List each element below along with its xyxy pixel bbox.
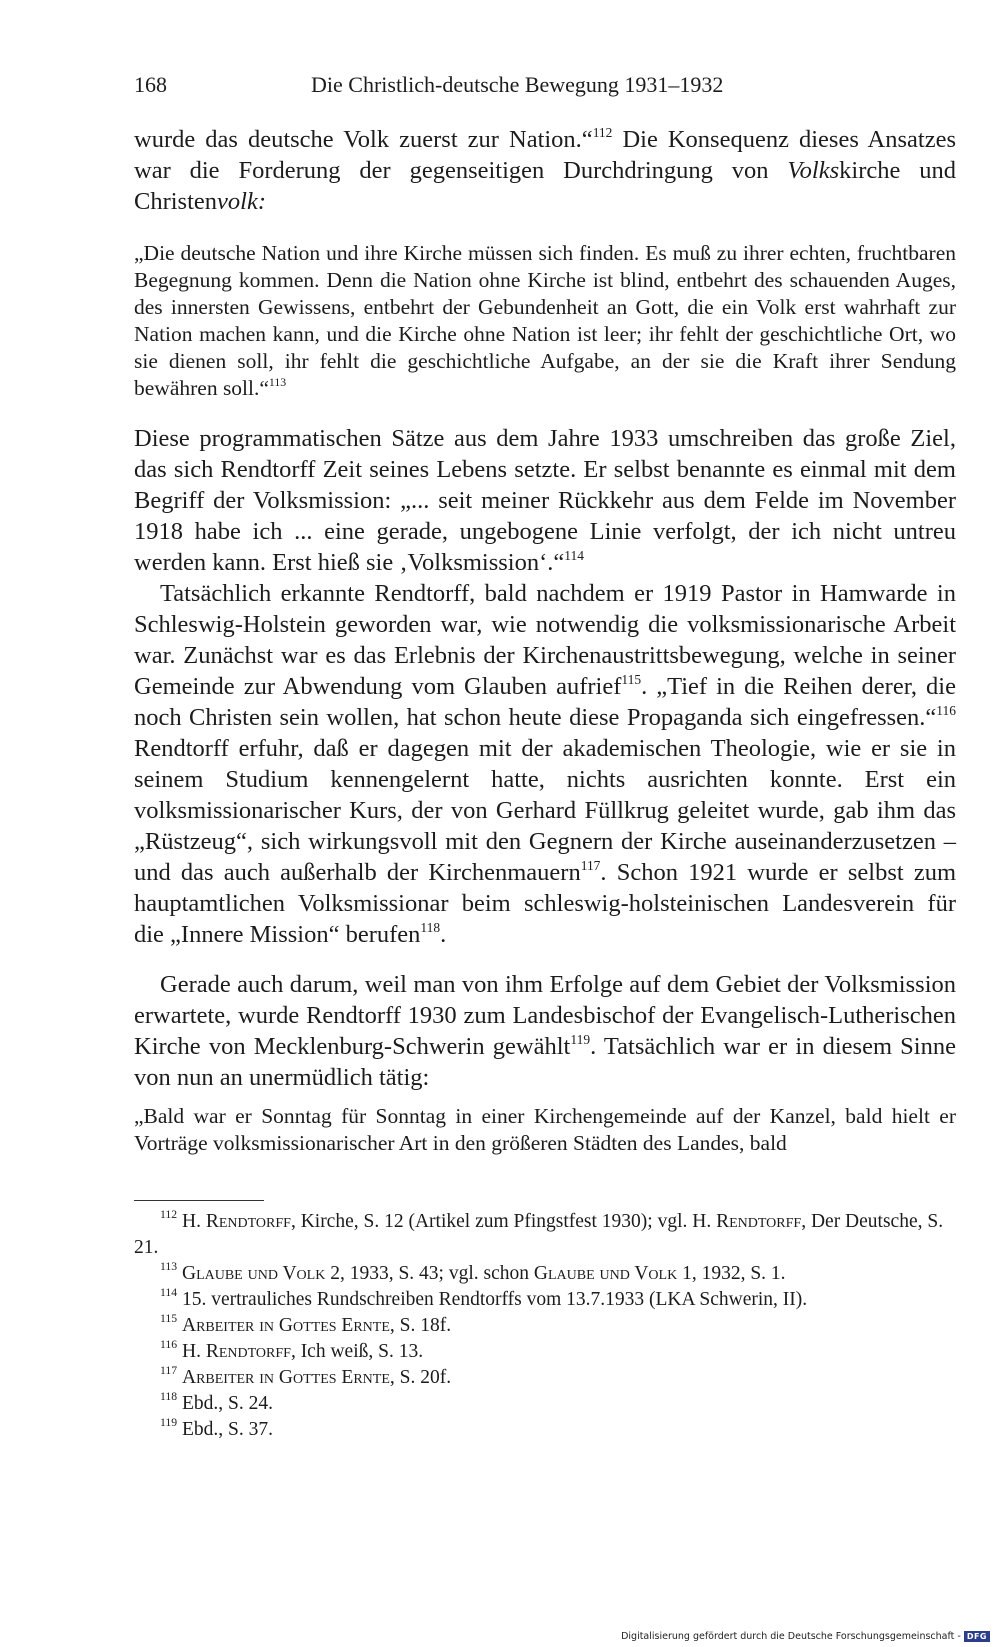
- paragraph-text: Rendtorff erfuhr, daß er dagegen mit der akademischen Theologie, wie er sie in seinem Studium kennengelernt hatte, nichts ausrichten konnte. Erst ein volksmissionarischer Kurs, der von Gerhard Füllkrug geleitet wurde, gab ihm das „Rüstzeug“, sich wirkungsvoll mit den Gegnern der Kirche auseinanderzusetzen – und das auch außerhalb der Kirchenmauern: [134, 735, 956, 886]
- footnote-number: 118: [160, 1390, 178, 1404]
- footnote-112: [134, 1209, 956, 1261]
- footnote-116: [134, 1339, 956, 1365]
- source-title: Arbeiter in Gottes Ernte: [181, 1367, 390, 1388]
- paragraph-text: Diese programmatischen Sätze aus dem Jahre 1933 umschreiben das große Ziel, das sich Rendtorff Zeit seines Lebens setzte. Er selbst benannte es einmal mit dem Begriff der Volksmission: „... seit meiner Rückkehr aus dem Felde im November 1918 habe ich ... eine gerade, ungebogene Linie verfolgt, der ich nicht untreu werden kann. Erst hieß sie ‚Volksmission‘.“: [134, 425, 956, 576]
- dfg-logo-icon: DFG: [964, 1631, 990, 1642]
- footnote-ref[interactable]: 116: [936, 702, 956, 718]
- author-name: Rendtorff: [205, 1341, 291, 1362]
- footnote-number: 114: [160, 1286, 178, 1300]
- paragraph-text: .: [440, 921, 447, 948]
- footnote-119: [134, 1417, 956, 1443]
- page-number: 168: [134, 72, 167, 97]
- footnote-text: Ebd., S. 37.: [181, 1419, 273, 1440]
- footnote-text: 1, 1932, S. 1.: [677, 1263, 786, 1284]
- footnote-118: [134, 1391, 956, 1417]
- footnote-text: H.: [181, 1211, 206, 1232]
- paragraph-text: Gerade auch darum, weil man von ihm Erfolge auf dem Gebiet der Volksmission erwartete, wurde Rendtorff 1930 zum Landesbischof der Evangelisch-Lutherischen Kirche von Mecklenburg-Schwerin gewählt: [134, 971, 956, 1060]
- footnote-ref[interactable]: 119: [570, 1031, 591, 1047]
- paragraph-text: . Tatsächlich war er in diesem Sinne von nun an unermüdlich tätig:: [134, 1033, 956, 1091]
- footnote-text: 15. vertrauliches Rundschreiben Rendtorffs vom 13.7.1933 (LKA Schwerin, II).: [181, 1289, 808, 1310]
- footnote-ref[interactable]: 114: [564, 547, 584, 563]
- source-title: Glaube und Volk: [533, 1263, 678, 1284]
- footnote-number: 119: [160, 1416, 178, 1430]
- quote-text: „Die deutsche Nation und ihre Kirche müssen sich finden. Es muß zu ihrer echten, fruchtbaren Begegnung kommen. Denn die Nation ohne Kirche ist blind, entbehrt des schauenden Auges, des innersten Gewissens, entbehrt der Gebundenheit an Gott, die ein Volk erst wahrhaft zur Nation machen kann, und die Kirche ohne Nation ist leer; ihr fehlt der geschichtliche Ort, wo sie dienen soll, ihr fehlt die geschichtliche Aufgabe, an der sie die Kraft ihrer Sendung bewähren soll.“: [134, 241, 956, 400]
- running-title: Die Christlich-deutsche Bewegung 1931–1932: [311, 72, 724, 97]
- footnote-ref[interactable]: 112: [592, 124, 613, 140]
- paragraph-4: [134, 969, 956, 1093]
- footnote-text: , Der Deutsche, S. 21.: [134, 1211, 944, 1258]
- paragraph-text: . „Tief in die Reihen derer, die noch Christen sein wollen, hat schon heute diese Propaganda sich eingefressen.“: [134, 673, 956, 731]
- footnote-ref[interactable]: 118: [420, 919, 441, 935]
- footnote-number: 116: [160, 1338, 178, 1352]
- emphasis-text: Volks: [787, 157, 840, 184]
- footnote-text: 2, 1933, S. 43; vgl. schon: [325, 1263, 534, 1284]
- footnote-ref[interactable]: 113: [268, 375, 287, 390]
- footnote-number: 112: [160, 1208, 178, 1222]
- credit-text: Digitalisierung gefördert durch die Deutsche Forschungsgemeinschaft -: [621, 1631, 961, 1642]
- paragraph-1: [134, 124, 956, 217]
- source-title: Glaube und Volk: [181, 1263, 326, 1284]
- author-name: Rendtorff: [205, 1211, 291, 1232]
- block-quote-1: [134, 240, 956, 402]
- footnote-text: , Ich weiß, S. 13.: [290, 1341, 424, 1362]
- footnote-ref[interactable]: 117: [580, 857, 601, 873]
- footnote-number: 113: [160, 1260, 178, 1274]
- footnote-divider: [134, 1200, 264, 1201]
- paragraph-text: Die Konsequenz dieses Ansatzes war die Forderung der gegenseitigen Durchdringung von: [134, 126, 956, 184]
- footnote-113: [134, 1261, 956, 1287]
- footnote-text: , Kirche, S. 12 (Artikel zum Pfingstfest 1930); vgl. H.: [290, 1211, 717, 1232]
- footnote-number: 115: [160, 1312, 178, 1326]
- source-title: Arbeiter in Gottes Ernte: [181, 1315, 390, 1336]
- footnote-text: H.: [181, 1341, 206, 1362]
- author-name: Rendtorff: [716, 1211, 802, 1232]
- emphasis-text: volk:: [217, 188, 266, 215]
- paragraph-text: kirche und Christen: [134, 157, 956, 215]
- paragraph-2: [134, 423, 956, 578]
- footnote-ref[interactable]: 115: [621, 671, 642, 687]
- footnotes: [134, 1209, 956, 1443]
- digitization-credit: [621, 1631, 990, 1642]
- footnote-text: , S. 20f.: [389, 1367, 452, 1388]
- footnote-text: , S. 18f.: [389, 1315, 452, 1336]
- footnote-117: [134, 1365, 956, 1391]
- footnote-114: [134, 1287, 956, 1313]
- paragraph-text: Tatsächlich erkannte Rendtorff, bald nachdem er 1919 Pastor in Hamwarde in Schleswig-Holstein geworden war, wie notwendig die volksmissionarische Arbeit war. Zunächst war es das Erlebnis der Kirchenaustrittsbewegung, welche in seiner Gemeinde zur Abwendung vom Glauben aufrief: [134, 580, 956, 700]
- paragraph-text: . Schon 1921 wurde er selbst zum hauptamtlichen Volksmissionar beim schleswig-holsteinischen Landesverein für die „Innere Mission“ berufen: [134, 859, 956, 948]
- footnote-number: 117: [160, 1364, 178, 1378]
- block-quote-2: [134, 1103, 956, 1157]
- footnote-115: [134, 1313, 956, 1339]
- paragraph-text: wurde das deutsche Volk zuerst zur Nation.“: [134, 126, 593, 153]
- paragraph-3: [134, 578, 956, 950]
- footnote-text: Ebd., S. 24.: [181, 1393, 273, 1414]
- quote-text: „Bald war er Sonntag für Sonntag in einer Kirchengemeinde auf der Kanzel, bald hielt er Vorträge volksmissionarischer Art in den größeren Städten des Landes, bald: [134, 1104, 956, 1155]
